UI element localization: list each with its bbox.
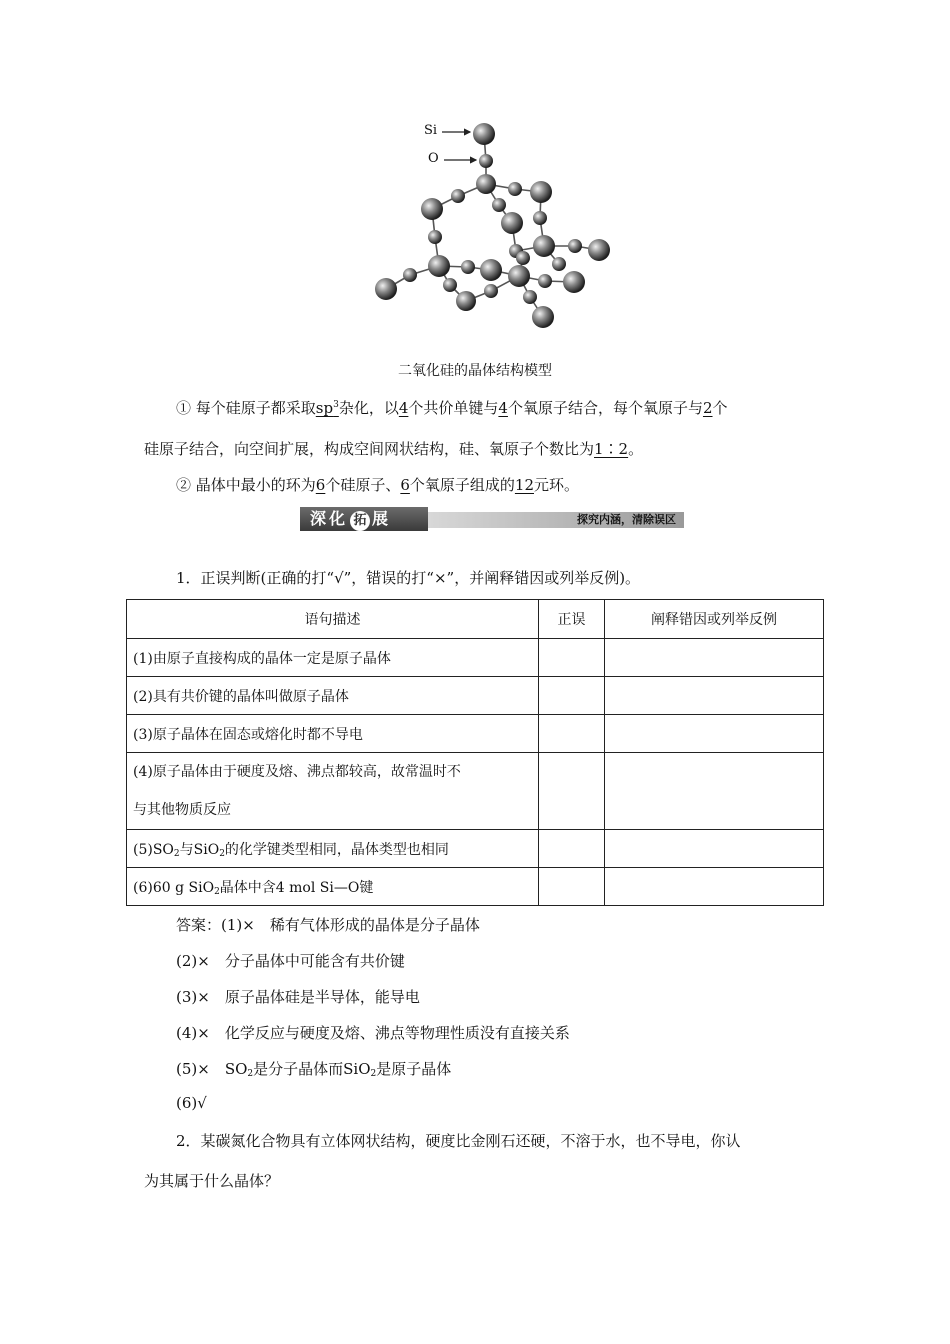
- sio2-crystal-model-figure: [370, 115, 610, 335]
- blank-bond-count: 4: [398, 399, 409, 417]
- judgement-table: [126, 599, 824, 906]
- blank-si-ring: 6: [315, 476, 326, 494]
- question-2-line-1: 2．某碳氮化合物具有立体网状结构，硬度比金刚石还硬，不溶于水，也不导电，你认: [176, 1132, 741, 1150]
- blank-o-count: 4: [498, 399, 508, 417]
- answer-cell: [539, 830, 605, 868]
- answer-3: (3)× 原子晶体硅是半导体，能导电: [176, 988, 420, 1006]
- paragraph-2: ② 晶体中最小的环为6个硅原子、6个氧原子组成的12元环。: [176, 476, 580, 494]
- blank-sp3: $sp^3$: [315, 399, 339, 417]
- explanation-cell: [605, 753, 824, 830]
- explanation-cell: [605, 677, 824, 715]
- explanation-cell: [605, 639, 824, 677]
- explanation-cell: [605, 868, 824, 906]
- banner-title: 深化 拓 展: [300, 507, 428, 531]
- table-row: [127, 830, 824, 868]
- section-banner: [300, 507, 684, 531]
- statement-cell: (3)原子晶体在固态或熔化时都不导电: [127, 715, 539, 753]
- blank-ratio: 1∶2: [594, 440, 629, 458]
- question-2-line-2: 为其属于什么晶体？: [144, 1172, 280, 1190]
- answer-cell: [539, 639, 605, 677]
- paragraph-1-line-2: 硅原子结合，向空间扩展，构成空间网状结构，硅、氧原子个数比为1∶2。: [144, 440, 644, 458]
- header-correct: 正误: [539, 600, 605, 639]
- blank-si-count: 2: [702, 399, 713, 417]
- table-row: [127, 753, 824, 830]
- table-row: [127, 639, 824, 677]
- statement-cell: (1)由原子直接构成的晶体一定是原子晶体: [127, 639, 539, 677]
- table-row: [127, 868, 824, 906]
- answer-6: (6)√: [176, 1094, 207, 1112]
- answer-cell: [539, 715, 605, 753]
- o-label: O: [428, 151, 439, 166]
- question-1: 1．正误判断(正确的打“√”，错误的打“×”，并阐释错因或列举反例)。: [176, 569, 641, 587]
- si-label: Si: [424, 123, 438, 138]
- blank-o-ring: 6: [400, 476, 410, 494]
- answer-4: (4)× 化学反应与硬度及熔、沸点等物理性质没有直接关系: [176, 1024, 570, 1042]
- statement-cell: $(5)SO_2$与SiO$_2$的化学键类型相同，晶体类型也相同: [127, 830, 539, 868]
- explanation-cell: [605, 715, 824, 753]
- statement-cell: (4)原子晶体由于硬度及熔、沸点都较高，故常温时不 与其他物质反应: [127, 753, 539, 830]
- blank-ring-size: 12: [514, 476, 534, 494]
- statement-cell: (6)60 g SiO$_2$晶体中含4 mol Si—O键: [127, 868, 539, 906]
- paragraph-1-line-1: ① 每个硅原子都采取$sp^3$杂化，以4个共价单键与4个氧原子结合，每个氧原子与2个: [176, 399, 728, 417]
- header-explanation: 阐释错因或列举反例: [605, 600, 824, 639]
- table-row: [127, 715, 824, 753]
- statement-cell: (2)具有共价键的晶体叫做原子晶体: [127, 677, 539, 715]
- table-row: [127, 677, 824, 715]
- answer-2: (2)× 分子晶体中可能含有共价键: [176, 952, 405, 970]
- answer-cell: [539, 677, 605, 715]
- answer-cell: [539, 753, 605, 830]
- header-statement: 语句描述: [127, 600, 539, 639]
- answer-5: (5)× $SO_2$是分子晶体而SiO$_2$是原子晶体: [176, 1060, 452, 1079]
- answer-1: 答案：(1)× 稀有气体形成的晶体是分子晶体: [176, 916, 480, 934]
- explanation-cell: [605, 830, 824, 868]
- banner-subtitle: 探究内涵，清除误区: [577, 513, 676, 526]
- answer-cell: [539, 868, 605, 906]
- figure-caption: 二氧化硅的晶体结构模型: [398, 363, 552, 379]
- table-header-row: [127, 600, 824, 639]
